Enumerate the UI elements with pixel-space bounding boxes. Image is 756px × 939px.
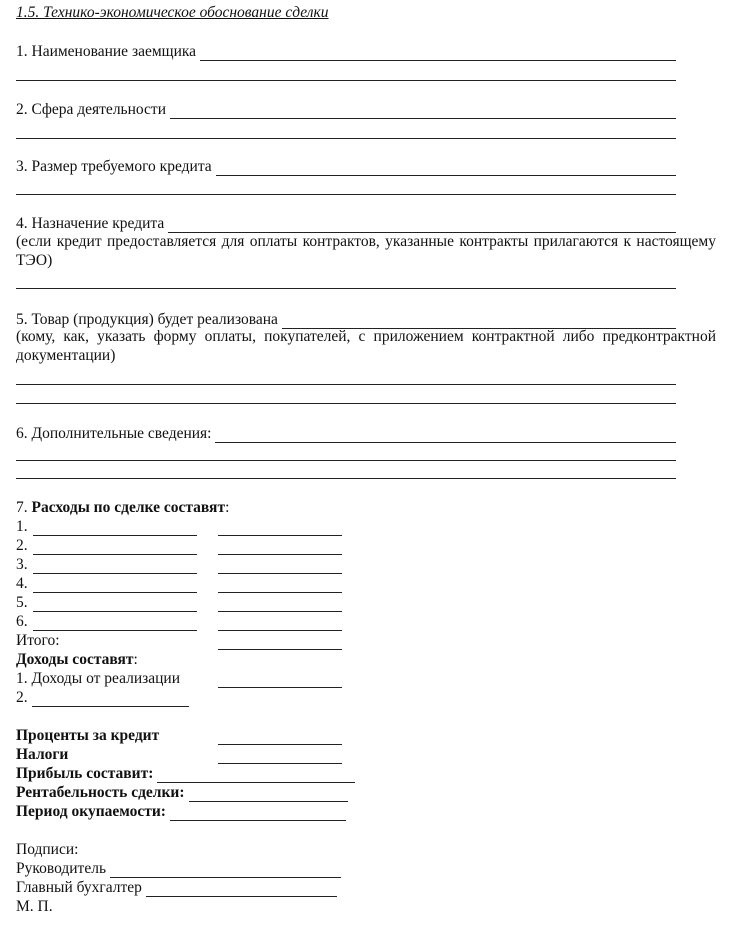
- expense-amount-input-line[interactable]: [218, 592, 342, 593]
- accountant-signature-field[interactable]: Главный бухгалтер: [16, 878, 337, 897]
- signatures-heading: Подписи:: [16, 841, 79, 858]
- expense-row-label: 1.: [16, 518, 28, 535]
- sales-input-line-3[interactable]: [16, 403, 676, 404]
- amount-input-line-2[interactable]: [16, 194, 676, 195]
- expense-row-label: 4.: [16, 575, 28, 592]
- expense-amount-input-line[interactable]: [218, 611, 342, 612]
- expense-item-input-line[interactable]: [33, 611, 197, 612]
- seal-label: М. П.: [16, 898, 53, 915]
- interest-input-line[interactable]: [218, 744, 342, 745]
- expense-amount-input-line[interactable]: [218, 554, 342, 555]
- purpose-input-line-2[interactable]: [16, 288, 676, 289]
- borrower-label: 1. Наименование заемщика: [16, 43, 197, 60]
- income-heading: Доходы составят :: [16, 651, 138, 668]
- amount-label: 3. Размер требуемого кредита: [16, 158, 212, 175]
- total-input-line[interactable]: [218, 649, 342, 650]
- extra-input-line-2[interactable]: [16, 460, 676, 461]
- purpose-label: 4. Назначение кредита: [16, 215, 165, 232]
- income-sales-label: 1. Доходы от реализации: [16, 670, 181, 687]
- income-row-2[interactable]: 2.: [16, 688, 189, 707]
- profitability-input-line[interactable]: [189, 786, 348, 802]
- expense-item-input-line[interactable]: [33, 535, 197, 536]
- sales-input-line[interactable]: [282, 313, 676, 329]
- amount-field[interactable]: [16, 157, 676, 176]
- expense-item-input-line[interactable]: [33, 573, 197, 574]
- accountant-signature-line[interactable]: [146, 881, 337, 897]
- income-row-2-input-line[interactable]: [32, 691, 189, 707]
- borrower-input-line[interactable]: [200, 45, 676, 61]
- expense-item-input-line[interactable]: [33, 592, 197, 593]
- taxes-label: Налоги: [16, 746, 69, 763]
- payback-input-line[interactable]: [170, 805, 346, 821]
- amount-input-line[interactable]: [216, 160, 676, 176]
- extra-input-line[interactable]: [215, 427, 676, 443]
- expense-row-label: 3.: [16, 556, 28, 573]
- purpose-field[interactable]: [16, 214, 676, 233]
- extra-label: 6. Дополнительные сведения:: [16, 425, 212, 442]
- expense-row-label: 2.: [16, 537, 28, 554]
- extra-input-line-3[interactable]: [16, 478, 676, 479]
- expense-amount-input-line[interactable]: [218, 535, 342, 536]
- sphere-input-line[interactable]: [170, 103, 676, 119]
- payback-field[interactable]: Период окупаемости:: [16, 802, 346, 821]
- purpose-input-line[interactable]: [168, 217, 676, 233]
- sales-label: 5. Товар (продукция) будет реализована: [16, 311, 278, 328]
- total-label: Итого:: [16, 632, 60, 649]
- expense-row-label: 5.: [16, 594, 28, 611]
- expense-amount-input-line[interactable]: [218, 573, 342, 574]
- profit-field[interactable]: Прибыль составит:: [16, 764, 355, 783]
- income-sales-input-line[interactable]: [218, 687, 342, 688]
- profitability-field[interactable]: Рентабельность сделки:: [16, 783, 348, 802]
- expense-item-input-line[interactable]: [33, 554, 197, 555]
- expense-row-label: 6.: [16, 613, 28, 630]
- interest-label: Проценты за кредит: [16, 727, 160, 744]
- extra-field[interactable]: [16, 424, 676, 443]
- sales-note: (кому, как, указать форму оплаты, покупателей, с приложением контрактной либо предконтрактной документации): [16, 328, 716, 364]
- sphere-input-line-2[interactable]: [16, 138, 676, 139]
- director-signature-field[interactable]: Руководитель: [16, 859, 341, 878]
- sphere-label: 2. Сфера деятельности: [16, 101, 166, 118]
- purpose-note: (если кредит предоставляется для оплаты контрактов, указанные контракты прилагаются к настоящему ТЭО): [16, 233, 716, 269]
- expense-amount-input-line[interactable]: [218, 630, 342, 631]
- profit-input-line[interactable]: [157, 767, 355, 783]
- expenses-heading: 7. Расходы по сделке составят :: [16, 499, 230, 516]
- sales-field[interactable]: [16, 310, 676, 329]
- borrower-field[interactable]: [16, 42, 676, 61]
- director-signature-line[interactable]: [110, 862, 341, 878]
- sales-input-line-2[interactable]: [16, 384, 676, 385]
- borrower-input-line-2[interactable]: [16, 80, 676, 81]
- section-title: 1.5. Технико-экономическое обоснование сделки: [16, 4, 329, 21]
- sphere-field[interactable]: [16, 100, 676, 119]
